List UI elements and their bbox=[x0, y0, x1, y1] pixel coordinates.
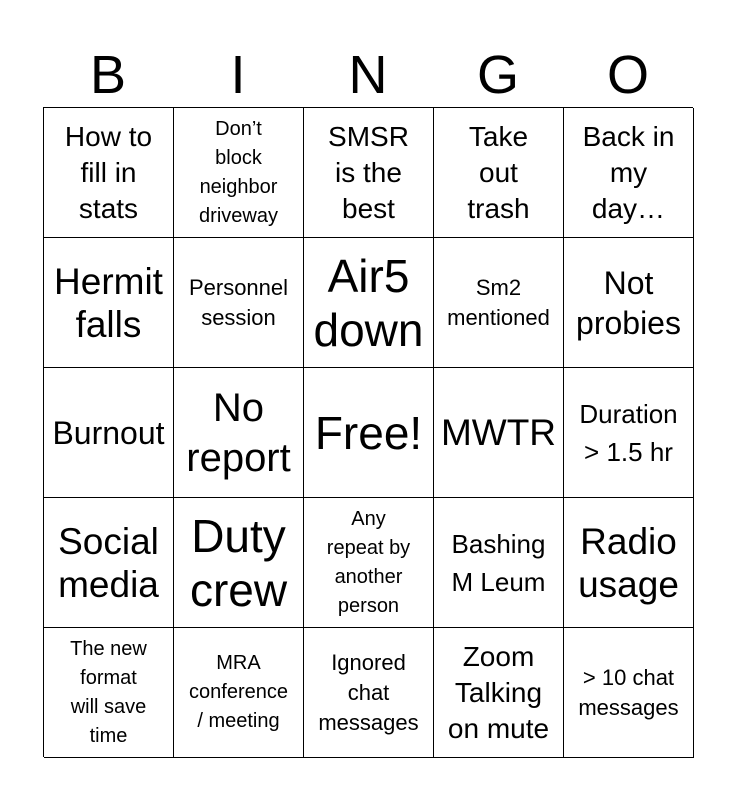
header-letter-i: I bbox=[230, 45, 246, 105]
cell-label: Air5 down bbox=[313, 249, 424, 356]
cell-label: Any repeat by another person bbox=[326, 507, 411, 617]
bingo-cell[interactable] bbox=[434, 238, 564, 368]
bingo-cell[interactable] bbox=[44, 368, 174, 498]
cell-label: Take out trash bbox=[467, 120, 530, 224]
cell-label: Sm2 mentioned bbox=[447, 274, 550, 330]
cell-label: > 10 chat messages bbox=[578, 664, 679, 720]
bingo-cell[interactable] bbox=[564, 108, 694, 238]
cell-label: Zoom Talking on mute bbox=[447, 640, 550, 744]
bingo-cell[interactable] bbox=[434, 628, 564, 758]
header-letter-n: N bbox=[348, 45, 388, 105]
cell-label: No report bbox=[186, 385, 291, 480]
bingo-cell[interactable] bbox=[174, 628, 304, 758]
bingo-cell[interactable] bbox=[174, 238, 304, 368]
cell-label: Radio usage bbox=[578, 520, 679, 605]
bingo-cell[interactable] bbox=[564, 628, 694, 758]
bingo-cell[interactable] bbox=[564, 368, 694, 498]
bingo-board bbox=[43, 107, 693, 757]
cell-label: Ignored chat messages bbox=[318, 649, 419, 735]
bingo-cell[interactable] bbox=[434, 368, 564, 498]
cell-label: Duration > 1.5 hr bbox=[579, 398, 678, 467]
bingo-cell[interactable] bbox=[434, 108, 564, 238]
cell-label: Personnel session bbox=[188, 274, 289, 330]
bingo-cell[interactable] bbox=[44, 628, 174, 758]
header-letter-g: G bbox=[476, 45, 519, 105]
cell-label: Back in my day… bbox=[582, 120, 675, 224]
bingo-cell[interactable] bbox=[304, 238, 434, 368]
cell-label: Burnout bbox=[52, 414, 165, 451]
bingo-cell[interactable] bbox=[304, 628, 434, 758]
header-letter-o: O bbox=[606, 45, 649, 105]
cell-label: Not probies bbox=[576, 264, 681, 341]
bingo-header bbox=[43, 40, 693, 110]
cell-label: Hermit falls bbox=[54, 260, 163, 345]
cell-label: MRA conference / meeting bbox=[189, 652, 288, 732]
bingo-cell[interactable] bbox=[44, 108, 174, 238]
bingo-cell[interactable] bbox=[174, 368, 304, 498]
bingo-cell[interactable] bbox=[174, 498, 304, 628]
bingo-cell[interactable] bbox=[44, 238, 174, 368]
bingo-cell[interactable] bbox=[304, 498, 434, 628]
cell-label: Free! bbox=[314, 406, 423, 459]
bingo-cell[interactable] bbox=[174, 108, 304, 238]
bingo-cell[interactable] bbox=[44, 498, 174, 628]
bingo-cell[interactable] bbox=[564, 498, 694, 628]
bingo-free-cell[interactable] bbox=[304, 368, 434, 498]
bingo-cell[interactable] bbox=[434, 498, 564, 628]
cell-label: The new format will save time bbox=[70, 637, 147, 747]
cell-label: SMSR is the best bbox=[328, 120, 409, 224]
header-letter-b: B bbox=[89, 45, 127, 105]
bingo-cell[interactable] bbox=[304, 108, 434, 238]
cell-label: Duty crew bbox=[189, 509, 288, 616]
cell-label: How to fill in stats bbox=[64, 120, 153, 224]
cell-label: Bashing M Leum bbox=[451, 528, 546, 597]
bingo-cell[interactable] bbox=[564, 238, 694, 368]
cell-label: MWTR bbox=[440, 412, 557, 453]
cell-label: Social media bbox=[58, 520, 159, 605]
cell-label: Don’t block neighbor driveway bbox=[199, 117, 278, 227]
